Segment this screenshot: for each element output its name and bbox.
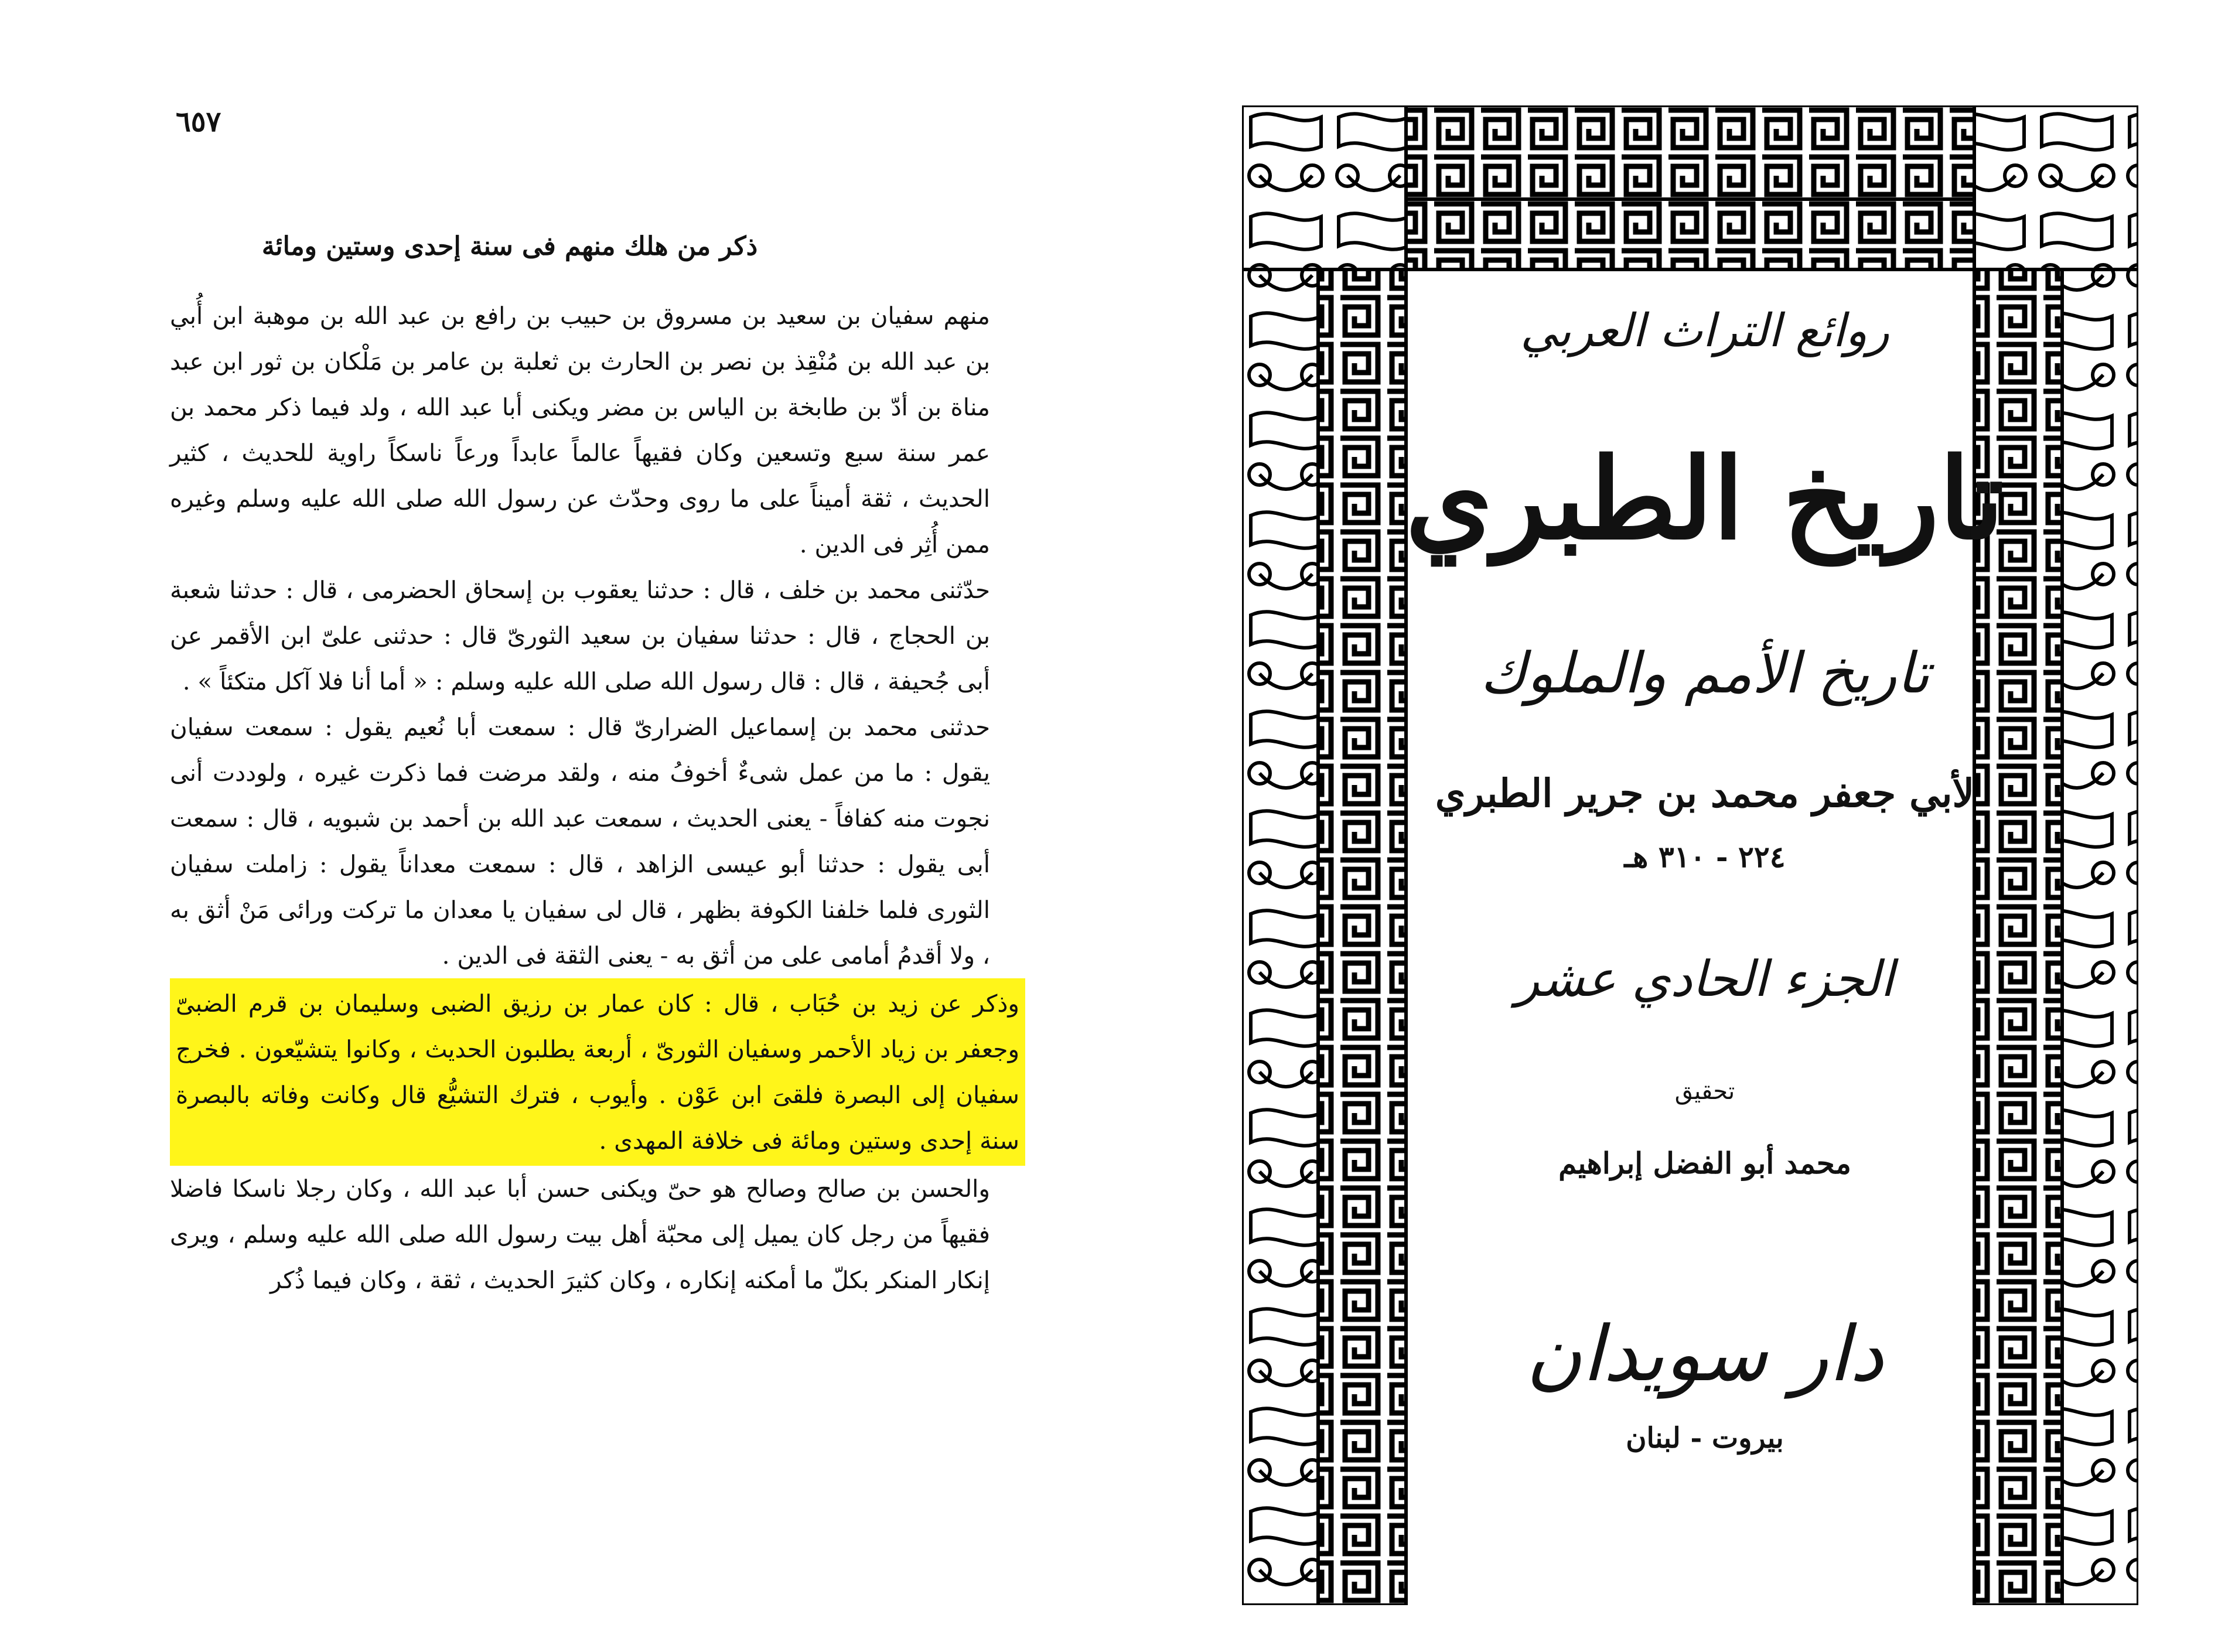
page-number: ٦٥٧	[176, 105, 221, 138]
paragraph-5: والحسن بن صالح وصالح هو حىّ ويكنى حسن أبا عبد الله ، وكان رجلا ناسكا فاضلا فقيهاً من رجل كان يميل إلى محبّة أهل بيت رسول الله صلى الله عليه وسلم ، ويرى إنكار المنكر بكلّ ما أمكنه إنكاره ، وكان كثيرَ الحديث ، ثقة ، وكان فيما ذُكر	[170, 1175, 990, 1294]
publisher: دار سويدان	[1526, 1309, 1884, 1398]
paragraph-2: حدّثنى محمد بن خلف ، قال : حدثنا يعقوب بن إسحاق الحضرمى ، قال : حدثنا شعبة بن الحجاج ، قال : حدثنا سفيان بن سعيد الثورىّ قال : حدثنى علىّ ابن الأقمر عن أبى جُحيفة ، قال : قال رسول الله صلى الله عليه وسلم : « أما أنا فلا آكل متكئاً » .	[170, 576, 990, 695]
editor-label: تحقيق	[1674, 1078, 1735, 1105]
editor-name: محمد أبو الفضل إبراهيم	[1558, 1146, 1851, 1180]
author-dates: ٢٢٤ - ٣١٠ هـ	[1624, 839, 1786, 874]
body-text	[170, 293, 1019, 1303]
paragraph-1: منهم سفيان بن سعيد بن مسروق بن حبيب بن رافع بن عبد الله بن موهبة ابن أُبي بن عبد الله بن مُنْقِذ بن نصر بن الحارث بن ثعلبة بن عامر بن مَلْكان بن ثور ابن عبد مناة بن أدّ بن طابخة بن الياس بن مضر ويكنى أبا عبد الله ، ولد فيما ذكر محمد بن عمر سنة سبع وتسعين وكان فقيهاً عالماً عابداً ورعاً ناسكاً راوية للحديث ، كثير الحديث ، ثقة أميناً على ما روى وحدّث عن رسول الله صلى الله عليه وسلم وغيره ممن أُثِر فى الدين .	[170, 302, 990, 558]
cover-page	[1201, 0, 2218, 1652]
highlighted-passage-wrap	[170, 978, 1025, 1166]
paragraph-3: حدثنى محمد بن إسماعيل الضرارىّ قال : سمعت أبا نُعيم يقول : سمعت سفيان يقول : ما من عمل شىءٌ أخوفُ منه ، ولقد مرضت فما ذكرت غيره ، ولوددت أنى نجوت منه كفافاً - يعنى الحديث ، سمعت عبد الله بن أحمد بن شبويه ، قال : سمعت أبى يقول : حدثنا أبو عيسى الزاهد ، قال : سمعت معداناً يقول : زاملت سفيان الثورى فلما خلفنا الكوفة بظهر ، قال لى سفيان يا معدان ما تركت ورائى مَنْ أثق به ، ولا أقدمُ أمامى على من أثق به - يعنى الثقة فى الدين .	[170, 713, 990, 970]
series-title: روائع التراث العربي	[1520, 305, 1889, 357]
publisher-city: بيروت - لبنان	[1626, 1422, 1784, 1455]
highlighted-passage: وذكر عن زيد بن حُبَاب ، قال : كان عمار بن رزيق الضبى وسليمان بن قرم الضبىّ وجعفر بن زياد الأحمر وسفيان الثورىّ ، أربعة يطلبون الحديث ، وكانوا يتشيّعون . فخرج سفيان إلى البصرة فلقىَ ابن عَوْن . وأيوب ، فترك التشيُّع قال وكانت وفاته بالبصرة سنة إحدى وستين ومائة فى خلافة المهدى .	[170, 978, 1025, 1166]
cover-text	[1377, 275, 2033, 1455]
book-subtitle: تاريخ الأمم والملوك	[1480, 640, 1930, 706]
volume-label: الجزء الحادي عشر	[1516, 950, 1894, 1008]
chapter-heading: ذكر من هلك منهم فى سنة إحدى وستين ومائة	[261, 231, 758, 261]
book-title: تاريخ الطبري	[1405, 434, 2004, 564]
author: لأبي جعفر محمد بن جرير الطبري	[1435, 770, 1975, 816]
